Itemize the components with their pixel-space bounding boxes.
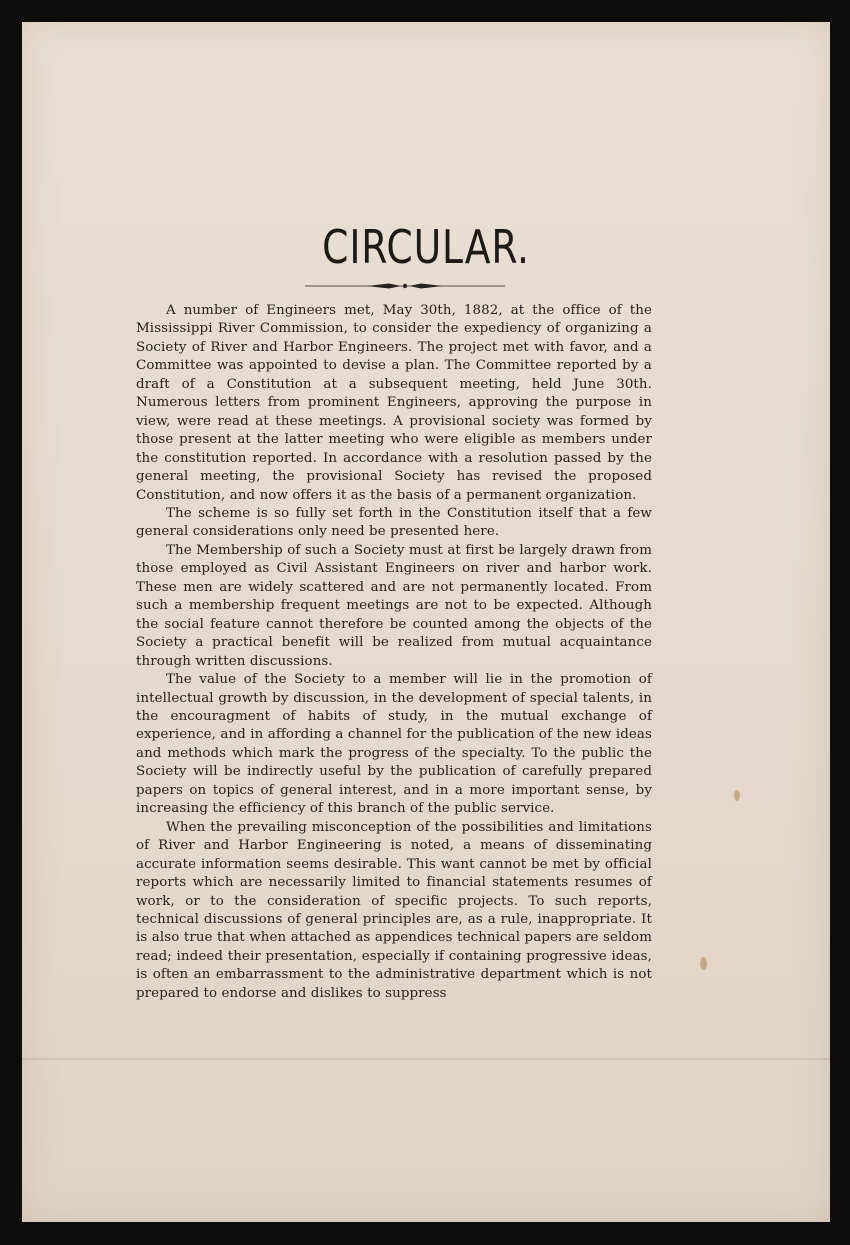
paper-stain	[734, 790, 740, 801]
paragraph-meeting: A number of Engineers met, May 30th, 1882, at the office of the Mississippi River Commission, to consider the expediency of organizing a Society of River and Harbor Engineers. The project met with favor, and a Committee was appointed to devise a plan. The Committee reported by a draft of a Constitution at a subsequent meeting, held June 30th. Numerous letters from prominent Engineers, approving the purpose in view, were read at these meetings. A provisional society was formed by those present at the latter meeting who were eligible as members under the constitution reported. In accordance with a resolution passed by the general meeting, the provisional Society has revised the proposed Constitution, and now offers it as the basis of a permanent organization.	[136, 303, 652, 503]
title-ornament-rule	[305, 281, 505, 291]
circular-page	[22, 22, 830, 1222]
paper-fold-line	[22, 1058, 830, 1060]
paper-stain	[700, 957, 707, 970]
paragraph-scheme: The scheme is so fully set forth in the Constitution itself that a few general considerations only need be presented here.	[136, 505, 652, 540]
circular-body	[136, 302, 652, 1003]
paragraph-misconception: When the prevailing misconception of the possibilities and limitations of River and Harbor Engineering is noted, a means of disseminating accurate information seems desirable. This want cannot be met by official reports which are necessarily limited to financial statements resumes of work, or to the consideration of specific projects. To such reports, technical discussions of general principles are, as a rule, inappropriate. It is also true that when attached as appendices technical papers are seldom read; indeed their presentation, especially if containing progressive ideas, is often an embarrassment to the administrative department which is not prepared to endorse and dislikes to suppress	[136, 819, 652, 1001]
paragraph-membership: The Membership of such a Society must at first be largely drawn from those employed as Civil Assistant Engineers on river and harbor work. These men are widely scattered and are not permanently located. From such a membership frequent meetings are not to be expected. Although the social feature cannot therefore be counted among the objects of the Society a practical benefit will be realized from mutual acquaintance through written discussions.	[136, 542, 652, 669]
circular-title: CIRCULAR.	[322, 220, 530, 274]
paragraph-value: The value of the Society to a member will lie in the promotion of intellectual growth by discussion, in the development of special talents, in the encouragment of habits of study, in the mutual exchange of experience, and in affording a channel for the publication of the new ideas and methods which mark the progress of the specialty. To the public the Society will be indirectly useful by the publication of carefully prepared papers on topics of general interest, and in a more important sense, by increasing the efficiency of this branch of the public service.	[136, 672, 652, 817]
